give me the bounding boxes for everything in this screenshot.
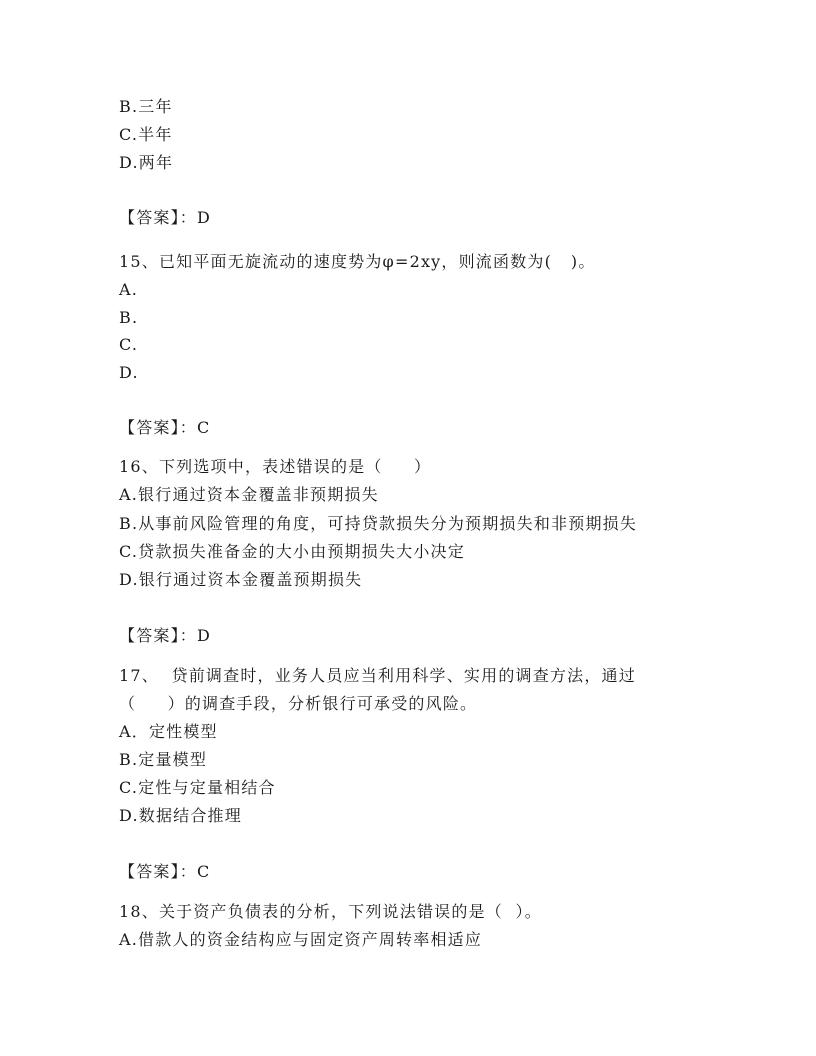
question-17-stem-line-1: 17、 贷前调查时，业务人员应当利用科学、实用的调查方法，通过 — [119, 666, 636, 685]
question-16-stem: 16、下列选项中，表述错误的是（ ） — [119, 457, 432, 476]
question-18-stem: 18、关于资产负债表的分析，下列说法错误的是（ ）。 — [119, 902, 542, 921]
answer-label: 【答案】：D — [119, 208, 212, 227]
question-16-option-a: A.银行通过资本金覆盖非预期损失 — [119, 485, 379, 504]
option-b: B.三年 — [119, 97, 173, 116]
question-18-option-a: A.借款人的资金结构应与固定资产周转率相适应 — [119, 930, 483, 949]
question-17-stem-line-2: （ ）的调查手段，分析银行可承受的风险。 — [119, 694, 478, 713]
question-16-option-d: D.银行通过资本金覆盖预期损失 — [119, 570, 363, 589]
question-17-option-b: B.定量模型 — [119, 750, 208, 769]
question-15-answer: 【答案】：C — [119, 418, 211, 437]
question-15-option-c: C. — [119, 335, 139, 354]
option-c: C.半年 — [119, 125, 173, 144]
question-17-option-c: C.定性与定量相结合 — [119, 778, 276, 797]
option-d: D.两年 — [119, 153, 174, 172]
question-15-option-a: A. — [119, 280, 139, 299]
question-15-option-b: B. — [119, 308, 139, 327]
question-17-option-d: D.数据结合推理 — [119, 806, 242, 825]
question-16-option-c: C.贷款损失准备金的大小由预期损失大小决定 — [119, 542, 465, 561]
question-17-option-a: A．定性模型 — [119, 722, 218, 741]
question-15-stem: 15、已知平面无旋流动的速度势为φ=2xy，则流函数为( )。 — [119, 252, 596, 271]
question-15-option-d: D. — [119, 363, 139, 382]
question-16-answer: 【答案】：D — [119, 626, 212, 645]
question-16-option-b: B.从事前风险管理的角度，可持贷款损失分为预期损失和非预期损失 — [119, 514, 638, 533]
question-17-answer: 【答案】：C — [119, 862, 211, 881]
